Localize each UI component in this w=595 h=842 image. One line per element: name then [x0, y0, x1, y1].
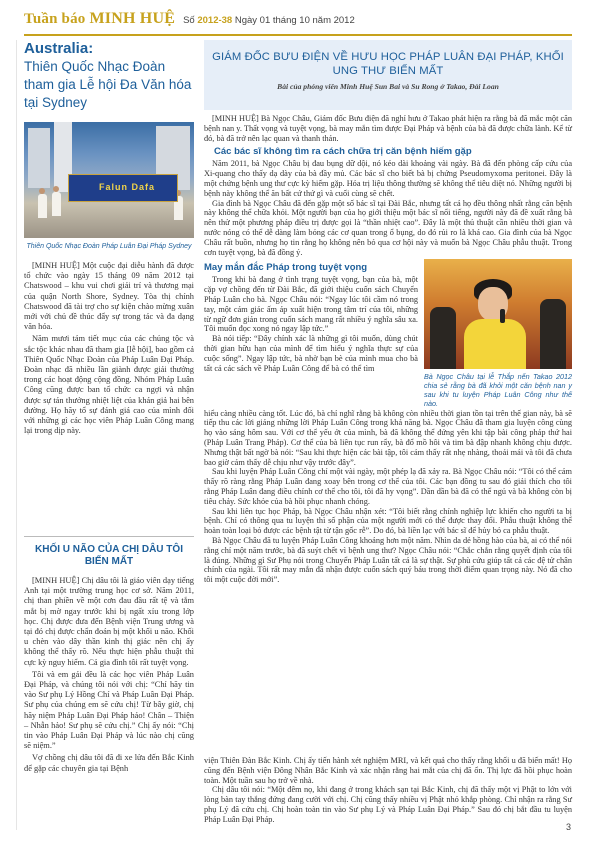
paragraph: Vợ chồng chị dâu tôi đã đi xe lửa đến Bắc Kinh để gặp các chuyên gia tại Bệnh [24, 753, 194, 773]
article-country: Australia: [24, 40, 94, 57]
issue-date: Ngày 01 tháng 10 năm 2012 [232, 15, 355, 26]
continued-text [204, 756, 572, 825]
article-title: GIÁM ĐỐC BƯU ĐIỆN VỀ HƯU HỌC PHÁP LUÂN ĐẠI PHÁP, KHỐI UNG THƯ BIẾN MẤT [212, 51, 564, 77]
article-title: Thiên Quốc Nhạc Đoàn tham gia Lễ hội Đa Văn hóa tại Sydney [24, 59, 192, 110]
publication-brand [24, 10, 175, 28]
photo-caption: Thiên Quốc Nhạc Đoàn Pháp Luân Đại Pháp Sydney [26, 243, 192, 250]
paragraph: [MINH HUỆ] Một cuộc đại diễu hành đã được tổ chức vào ngày 15 tháng 09 năm 2012 tại Chatswood – khu vui chơi giải trí và thương mại của quận North Shore, Sydney. Tòa thị chính Chatswood đã tài trợ cho sự kiện chào mừng xuân mới với chủ đề thúc đẩy sự trong tác và đa dạng văn hóa. [24, 261, 194, 332]
photo-caption: Bà Ngọc Châu tại lễ Thắp nến Takao 2012 chia sẻ rằng bà đã khỏi một căn bệnh nan y sau khi tu luyện Pháp Luân Công như thế nào. [424, 372, 572, 408]
subheading: Các bác sĩ không tìm ra cách chữa trị căn bệnh hiếm gặp [214, 146, 472, 158]
section-divider [24, 536, 194, 537]
paragraph: hiểu càng nhiều càng tốt. Lúc đó, bà chỉ nghĩ rằng bà không còn nhiều thời gian tồn tại trên thế gian này, bà sẽ tiếp thu các lời giảng những lời Pháp Luân Công trong khả năng bà. Ngọc Châu đã tham gia luyện công cùng họ vào sáng hôm sau. Với cơ thể yếu ớt của mình, bà đã không thể đứng yên khi tập bài công pháp thứ hai (Pháp Luân Trang Pháp). Cơ thể của bà liên tục run rẩy, bà đổ mồ hôi và tim bà đập nhanh không chịu được. Nhưng thật bất ngờ bà nói: “Sau khi thực hiện các bài tập, tôi cảm thấy rất nhẹ nhàng, thoải mái và tôi đã chưa bao giờ cảm thấy dễ chịu như vậy trước đây”. [204, 408, 572, 467]
text-column [204, 259, 418, 408]
paragraph: Gia đình bà Ngọc Châu đã đến gặp một số bác sĩ tại Đài Bắc, nhưng tất cả họ đều thông nhất rằng căn bệnh này không thể chữa khỏi. Một người bạn của họ giới thiệu một bác sĩ nổi tiếng, người này đã đề xuất rằng bà nên thử một phương pháp điều trị được gọi là “thần nhiệt cao”. Đây là một thủ thuật cần nhiều thời gian và nước nóng có thể dễ dàng làm bỏng các cơ quan trong ổ bụng, do đó rủi ro là khá cao. Gia đình của bà Ngọc Châu rất buồn, nhưng họ tin rằng họ không nên bỏ qua cơ hội này và muốn bà Ngọc Châu phẫu thuật. Trong cơn tuyệt vọng, bà đã đồng ý. [204, 198, 572, 257]
paragraph: [MINH HUỆ] Bà Ngọc Châu, Giám đốc Bưu điện đã nghỉ hưu ở Takao phát hiện ra rằng bà đã mắc một căn bệnh nan y. Thất vọng và tuyệt vọng, bà may mắn tìm được Đại Pháp và bệnh của bà đã được chữa lành. Kể từ đó, bà đã trở nên lạc quan và thanh thản. [204, 114, 572, 143]
paragraph: Trong khi bà đang ở tình trạng tuyệt vọng, bạn của bà, một cặp vợ chồng đến từ Đài Bắc, đã giới thiệu cuốn sách Chuyển Pháp Luân cho bà. Ngọc Châu nói: “Ngay lúc tôi cầm nó trong tay, một cảm giác ấm áp xuất hiện trong tâm trí của tôi, những từ ngữ đơn giản trong cuốn sách mang rất nhiều ý nghĩa sâu xa. Tôi muốn đọc xong nó ngay lập tức.” [204, 275, 418, 334]
paragraph: Bà nói tiếp: “Đây chính xác là những gì tôi muốn, dùng chút thời gian hữu hạn của mình để tìm hiểu ý nghĩa thực sự của cuộc sống”. Ngay lập tức, bà nhờ bạn bè của mình mua cho bà tất cả các sách về Pháp Luân Công để bà có thể tìm [204, 334, 418, 373]
article-byline: Bài của phóng viên Minh Huệ Sun Bai và Su Rong ở Takao, Đài Loan [277, 82, 499, 91]
paragraph: Chị dâu tôi nói: “Một đêm nọ, khi đang ở trong khách sạn tại Bắc Kinh, chị đã thấy một vị Phật to lớn với lòng bàn tay thắng đứng đang cười với chị. Chị cũng thấy nhiều vị Phật nhỏ khắp phòng. Chỉ nhận ra rằng Sư phụ Lý đã cứu chị. Chị hoàn toàn tin vào Sư phụ Lý và Pháp Luân Đại Pháp.” Sau đó chị bắt đầu tu luyện Pháp Luân Đại Pháp. [204, 785, 572, 824]
subheading: May mắn đắc Pháp trong tuyệt vọng [204, 262, 368, 274]
paragraph: Sau khi liên tục học Pháp, bà Ngọc Châu nhận xét: “Tôi biết rằng chính nghiệp lực khiến cho người ta bị bệnh. Chỉ có thông qua tu luyện thì số phận của một người mới có thể được thay đổi. Phẫu thuật không thể hoàn toàn loại bỏ được các bệnh tật từ tận gốc rễ”. Do đó, bà liền lạc với bác sĩ để hủy bỏ ca phẫu thuật. [204, 506, 572, 536]
paragraph: Bà Ngọc Châu đã tu luyện Pháp Luân Công khoảng hơn một năm. Nhìn da dẻ hồng hào của bà, ai có thể nói rằng chỉ một năm trước, bà đã suýt chết vì bệnh ung thư? Ngọc Châu nói: “Chắc chắn rằng quyết định của tôi là đúng. Những gì Sư Phụ nói trong Chuyển Pháp Luân tất cả là sự thật. Sự phù cứu giúp tất cả các đệ tử chân chính của ngài. Tôi rất may mắn đã nhận được cuốn sách quý báu trong thời điểm quan trọng này. Nó đã cho tôi một cuộc đời mới”. [204, 535, 572, 585]
header-rule [24, 34, 572, 36]
speaker-photo [424, 259, 572, 369]
issue-info [183, 15, 355, 26]
paragraph: Tôi và em gái đều là các học viên Pháp Luân Đại Pháp, và chúng tôi nói với chị: “Chỉ hãy tin vào Sư phụ Lý Hồng Chí và Pháp Luân Đại Pháp. Sư phụ của chúng em sẽ cứu chị! Từ bây giờ, chị hãy niệm Pháp Luân Đại Pháp hảo! Chân – Thiện – Nhẫn hảo! Sư phụ sẽ cứu chị.” Chị ấy nói: “Chị tin vào Pháp Luân Đại Pháp và lúc nào chị cũng sẽ niệm.” [24, 669, 194, 751]
page-number: 3 [565, 822, 571, 832]
paragraph: Năm mươi tám tiết mục của các chủng tộc và sắc tộc khác nhau đã tham gia [lễ hội], bao gồm cả Thiên Quốc Nhạc Đoàn của Pháp Luân Đại Pháp. Đoàn nhạc đã nhiều lần giành được giải thưởng trong các hoạt động cộng đồng. Nhóm Pháp Luân Công cũng được ban tổ chức ca ngợi và nhận được sự tán thưởng nhiệt liệt của khán giả hai bên đường. Họ hãy tổ sự đánh giá cao của mình đối với những gì các học viên Pháp Luân Công mang lại trong dịp này. [24, 334, 194, 436]
text-with-photo [204, 259, 572, 408]
article-title: KHỐI U NÃO CỦA CHỊ DÂU TÔI BIẾN MẤT [35, 544, 183, 567]
article-postmaster [204, 40, 572, 585]
issue-label: Số [183, 15, 198, 26]
falun-dafa-banner [68, 174, 178, 202]
issue-number: 2012-38 [197, 15, 233, 26]
paragraph: Năm 2011, bà Ngọc Châu bị đau bụng dữ dội, nó kéo dài khoảng vài ngày. Bà đã đến phòng cấp cứu của Xi-quang cho thấy dạ dày của bà đầy mủ. Các bác sĩ cho biết bà bị chứng Pseudomyxoma peritonei. Đây là một chứng bệnh ung thư cực kỳ hiếm gặp. Hóa trị liệu thông thường sẽ không thể tiêu diệt nó. Những người bị bệnh này không thể ăn bất cứ thứ gì và cuối cùng sẽ chết. [204, 159, 572, 198]
article-australia [24, 40, 194, 436]
margin-rule [16, 40, 17, 830]
paragraph: Sau khi luyện Pháp Luân Công chỉ một vài ngày, một phép lạ đã xảy ra. Bà Ngọc Châu nói: “Tôi có thể cảm thấy rõ ràng rằng Pháp Luân đang xoay bên trong cơ thể của tôi. Các bạn đồng tu sau đó giải thích cho tôi rằng Pháp Luân đang điều chỉnh cơ thể cho tôi, tôi đã hy vọng”. Dần dần bà đã có thể ngủ và bà không còn bị tiêu chảy. Sức khỏe của bà hồi phục nhanh chóng. [204, 467, 572, 506]
article-brain-tumor [24, 544, 194, 774]
parade-photo [24, 122, 194, 238]
brand-prefix: Tuần báo [24, 11, 90, 27]
brand-name: MINH HUỆ [89, 10, 176, 27]
paragraph: viện Thiên Đàn Bắc Kinh. Chị ấy tiến hành xét nghiệm MRI, và kết quả cho thấy rằng khối u đã biến mất! Họ cũng đến Bệnh viện Đông Nhân Bắc Kinh và xác nhận rằng hai mắt của chị đã ổn. Thị lực đã hồi phục hoàn toàn. Một tuần sau họ trở về nhà. [204, 756, 572, 785]
article-title-box [204, 40, 572, 110]
banner-text: Falun Dafa [99, 182, 156, 192]
paragraph: [MINH HUỆ] Chị dâu tôi là giáo viên dạy tiếng Anh tại một trường trung học cơ sở. Năm 2011, chị than phiền về một cơn đau đầu rất tệ và tắm mắt bị mờ ngay trước khi bị ngất xỉu trong lớp học. Chị được đưa đến Bệnh viện Trung ương và tại đó chị được chẩn đoán bị một khối u não. Khối u chèn vào dây thần kinh thị giác nên chị ấy không thể thấy rõ. Nếu thực hiện phẫu thuật thì cực kỳ nguy hiểm. Cả gia đình tôi rất tuyệt vọng. [24, 576, 194, 667]
page-header [24, 10, 572, 32]
photo-column [424, 259, 572, 408]
